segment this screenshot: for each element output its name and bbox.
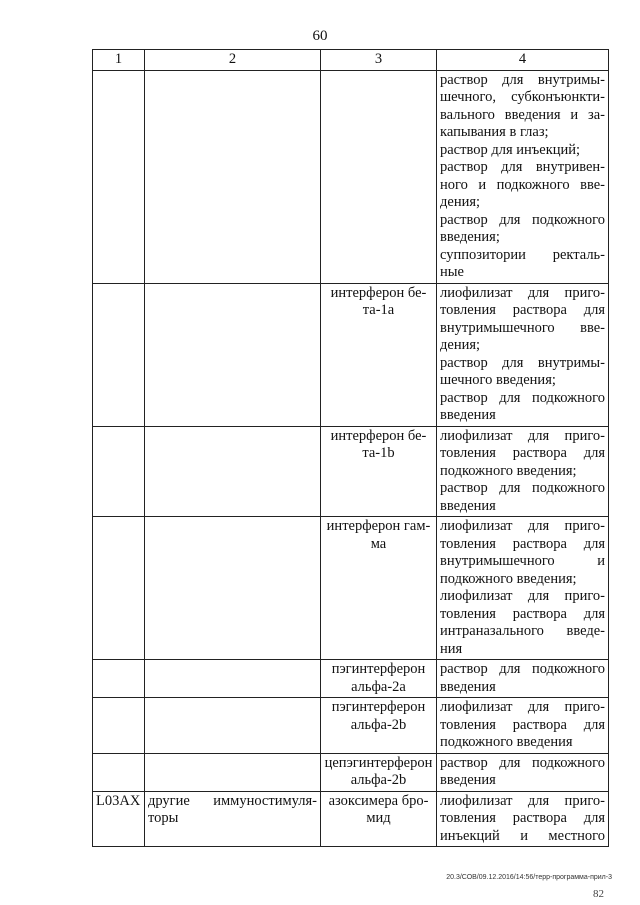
dosage-form-cell (437, 753, 609, 791)
drug-name-line: азоксимера бро- (328, 792, 429, 809)
atc-code-cell (93, 283, 145, 426)
drug-table (92, 49, 609, 847)
footer-code: 20.3/СОВ/09.12.2016/14:56/терр-программа-прил-3 (446, 874, 612, 881)
dosage-form-cell (437, 698, 609, 754)
dosage-form-line: внутримышечного и (440, 553, 605, 569)
dosage-form-line: лиофилизат для приго- (440, 792, 605, 809)
group-name-cell (145, 517, 321, 660)
drug-name-line: та-1а (362, 302, 395, 318)
dosage-form-line: подкожного введения (440, 734, 573, 750)
group-name-cell (145, 426, 321, 517)
header-col-3: 3 (321, 50, 437, 71)
atc-code-cell (93, 426, 145, 517)
table-body (93, 50, 609, 847)
dosage-form-line: шечного, субконъюнкти- (440, 89, 605, 105)
dosage-form-line: вального введения и за- (440, 106, 605, 123)
drug-name-cell (321, 660, 437, 698)
header-col-4: 4 (437, 50, 609, 71)
dosage-form-line: инъекций и местного (440, 827, 605, 844)
table-row (93, 70, 609, 283)
group-name-cell (145, 70, 321, 283)
drug-name-cell (321, 426, 437, 517)
drug-name-line: пэгинтерферон (331, 661, 426, 677)
dosage-form-line: капывания в глаз; (440, 124, 549, 140)
dosage-form-line: товления раствора для (440, 535, 605, 552)
drug-name-line: альфа-2b (350, 772, 407, 788)
drug-name-line: цепэгинтерферон (324, 754, 433, 771)
group-name-cell (145, 283, 321, 426)
atc-code-cell (93, 70, 145, 283)
group-name-cell (145, 753, 321, 791)
drug-name-cell (321, 283, 437, 426)
dosage-form-line: дения; (440, 194, 481, 210)
dosage-form-line: раствор для подкожного (440, 754, 605, 771)
page-number: 60 (312, 28, 328, 44)
dosage-form-line: лиофилизат для приго- (440, 699, 605, 715)
drug-name-line: мид (366, 810, 391, 826)
dosage-form-cell (437, 517, 609, 660)
dosage-form-line: ные (440, 264, 464, 280)
dosage-form-line: внутримышечного вве- (440, 319, 605, 336)
drug-name-line: альфа-2b (350, 716, 407, 733)
dosage-form-line: лиофилизат для приго- (440, 518, 605, 534)
dosage-form-line: подкожного введения; (440, 570, 577, 587)
group-name-line: торы (148, 810, 179, 826)
dosage-form-line: раствор для подкожного (440, 211, 605, 228)
drug-name-cell (321, 70, 437, 283)
dosage-form-line: товления раствора для (440, 605, 605, 622)
dosage-form-line: раствор для внутримы- (440, 354, 605, 371)
dosage-form-line: дения; (440, 337, 481, 353)
dosage-form-line: введения (440, 407, 496, 423)
dosage-form-line: раствор для подкожного (440, 389, 605, 406)
group-name-line: другие иммуностимуля- (148, 792, 317, 809)
dosage-form-line: введения; (440, 229, 500, 245)
drug-name-line: интерферон бе- (330, 427, 427, 444)
dosage-form-line: ния (440, 640, 463, 657)
drug-name-line: пэгинтерферон (331, 699, 426, 715)
dosage-form-line: товления раствора для (440, 716, 605, 733)
drug-name-line: альфа-2а (351, 678, 406, 695)
atc-code-cell (93, 660, 145, 698)
table-row (93, 517, 609, 660)
atc-code-cell: L03AX (93, 791, 145, 847)
dosage-form-cell (437, 791, 609, 847)
dosage-form-line: раствор для подкожного (440, 661, 605, 677)
table-row (93, 698, 609, 754)
dosage-form-line: интраназального введе- (440, 623, 605, 639)
dosage-form-line: введения (440, 772, 496, 788)
dosage-form-line: товления раствора для (440, 445, 605, 461)
group-name-cell (145, 698, 321, 754)
header-col-2: 2 (145, 50, 321, 71)
drug-name-line: та-1b (362, 445, 395, 461)
table-row (93, 791, 609, 847)
dosage-form-line: раствор для внутривен- (440, 159, 605, 175)
drug-name-line: интерферон бе- (330, 284, 427, 301)
dosage-form-cell (437, 426, 609, 517)
group-name-cell (145, 660, 321, 698)
dosage-form-line: шечного введения; (440, 372, 556, 388)
dosage-form-line: раствор для внутримы- (440, 71, 605, 88)
dosage-form-line: лиофилизат для приго- (440, 588, 605, 604)
drug-name-cell (321, 698, 437, 754)
dosage-form-line: лиофилизат для приго- (440, 427, 605, 444)
drug-name-cell (321, 517, 437, 660)
dosage-form-cell (437, 660, 609, 698)
drug-name-line: интерферон гам- (326, 518, 431, 534)
dosage-form-line: подкожного введения; (440, 462, 577, 479)
group-name-cell (145, 791, 321, 847)
table-row (93, 283, 609, 426)
table-row (93, 660, 609, 698)
drug-name-cell (321, 791, 437, 847)
table-row (93, 753, 609, 791)
dosage-form-line: суппозитории ректаль- (440, 246, 605, 263)
dosage-form-line: ного и подкожного вве- (440, 176, 605, 193)
page-stamp: 82 (593, 888, 604, 900)
table-row (93, 426, 609, 517)
table-header-row (93, 50, 609, 71)
atc-code-cell (93, 517, 145, 660)
atc-code-cell (93, 698, 145, 754)
dosage-form-line: раствор для подкожного (440, 480, 605, 496)
dosage-form-cell (437, 283, 609, 426)
drug-name-line: ма (370, 535, 387, 552)
dosage-form-line: товления раствора для (440, 810, 605, 826)
dosage-form-line: раствор для инъекций; (440, 141, 581, 158)
atc-code-cell (93, 753, 145, 791)
dosage-form-line: введения (440, 678, 496, 695)
dosage-form-cell (437, 70, 609, 283)
header-col-1: 1 (93, 50, 145, 71)
dosage-form-line: введения (440, 497, 496, 514)
drug-name-cell (321, 753, 437, 791)
dosage-form-line: лиофилизат для приго- (440, 284, 605, 301)
dosage-form-line: товления раствора для (440, 302, 605, 318)
